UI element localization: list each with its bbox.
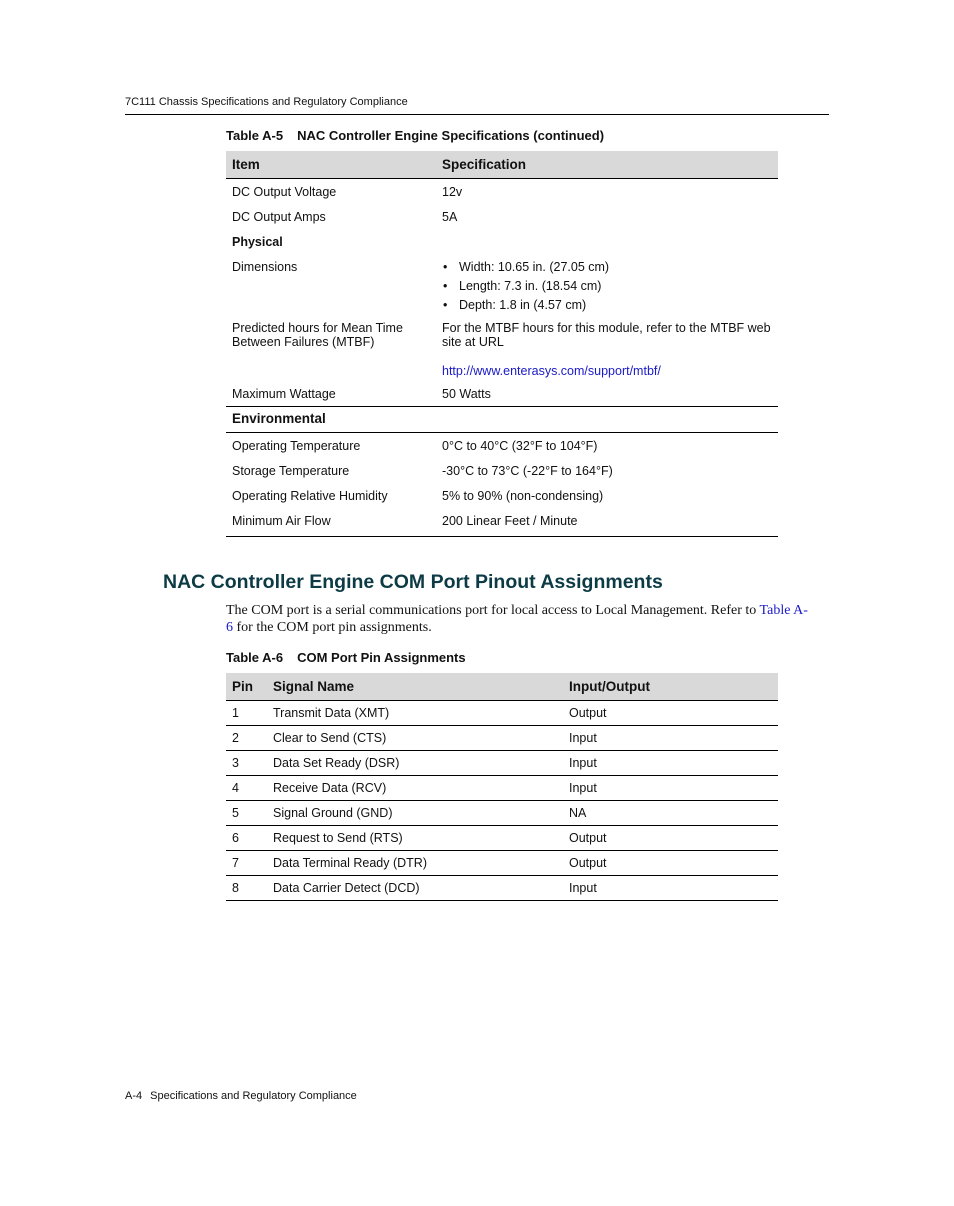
table-a6-caption-number: Table A-6 [226,650,284,665]
table-a5-caption-number: Table A-5 [226,128,284,143]
paragraph-text: The COM port is a serial communications port for local access to Local Management. Refer to [226,603,760,618]
footer-title: Specifications and Regulatory Compliance [150,1090,357,1102]
spec-cell: -30°C to 73°C (-22°F to 164°F) [442,464,613,478]
pin-cell: 7 [226,851,267,876]
item-cell: Predicted hours for Mean Time Between Failures (MTBF) [232,321,403,349]
running-header [125,96,829,115]
io-cell: NA [563,801,778,826]
table-row [226,508,778,537]
signal-cell: Request to Send (RTS) [267,826,563,851]
signal-cell: Data Carrier Detect (DCD) [267,876,563,901]
item-cell: Dimensions [232,260,298,274]
table-row [226,407,778,433]
table-a5-caption-title: NAC Controller Engine Specifications (continued) [297,128,605,143]
signal-cell: Clear to Send (CTS) [267,726,563,751]
col-input-output: Input/Output [563,673,778,701]
running-title: 7C111 Chassis Specifications and Regulatory Compliance [125,96,408,108]
pin-cell: 1 [226,701,267,726]
signal-cell: Signal Ground (GND) [267,801,563,826]
pin-cell: 5 [226,801,267,826]
table-row [226,229,778,254]
table-row [226,381,778,407]
signal-cell: Transmit Data (XMT) [267,701,563,726]
pin-table-body [226,701,778,901]
item-cell: Minimum Air Flow [226,508,436,537]
col-specification: Specification [436,151,778,179]
col-pin: Pin [226,673,267,701]
pin-cell: 2 [226,726,267,751]
spec-cell [436,315,778,381]
io-cell: Output [563,851,778,876]
dimensions-list [442,260,772,312]
table-row [226,458,778,483]
spec-cell: 50 Watts [442,387,491,401]
col-item: Item [226,151,436,179]
item-cell: DC Output Amps [232,210,326,224]
table-row [226,315,778,381]
spec-cell: 5% to 90% (non-condensing) [442,489,604,503]
section-paragraph [226,602,810,636]
pin-table-header [226,673,778,701]
table-a5-caption [226,128,604,143]
table-row [226,433,778,459]
table-a6-link[interactable]: Table A-6 [226,603,808,635]
running-footer [125,1090,357,1102]
table-row [226,179,778,205]
item-cell: Storage Temperature [232,464,350,478]
list-item: • Width: 10.65 in. (27.05 cm) [442,260,772,274]
environmental-heading: Environmental [226,407,778,433]
table-a6-caption [226,650,466,665]
table-row [226,751,778,776]
item-cell: Operating Temperature [232,439,361,453]
io-cell: Input [563,776,778,801]
table-row [226,876,778,901]
spec-cell: 12v [442,185,463,199]
io-cell: Output [563,701,778,726]
table-row [226,851,778,876]
physical-heading: Physical [232,235,283,249]
pin-cell: 8 [226,876,267,901]
spec-cell: 0°C to 40°C (32°F to 104°F) [442,439,598,453]
io-cell: Input [563,876,778,901]
col-signal-name: Signal Name [267,673,563,701]
table-row [226,204,778,229]
signal-cell: Receive Data (RCV) [267,776,563,801]
table-row [226,801,778,826]
io-cell: Output [563,826,778,851]
pin-cell: 4 [226,776,267,801]
table-row [226,701,778,726]
signal-cell: Data Terminal Ready (DTR) [267,851,563,876]
table-row [226,254,778,315]
mtbf-text: For the MTBF hours for this module, refer to the MTBF web site at URL [442,321,771,349]
signal-cell: Data Set Ready (DSR) [267,751,563,776]
table-row [226,776,778,801]
mtbf-url-link[interactable]: http://www.enterasys.com/support/mtbf/ [442,364,661,378]
io-cell: Input [563,726,778,751]
paragraph-text: for the COM port pin assignments. [233,620,432,635]
item-cell: DC Output Voltage [232,185,337,199]
spec-cell: 5A [442,210,458,224]
pin-cell: 6 [226,826,267,851]
item-cell: Operating Relative Humidity [232,489,388,503]
section-heading: NAC Controller Engine COM Port Pinout Assignments [163,571,663,593]
io-cell: Input [563,751,778,776]
list-item: • Length: 7.3 in. (18.54 cm) [442,279,772,293]
spec-cell [436,254,778,315]
table-a6-caption-title: COM Port Pin Assignments [297,650,466,665]
page-number: A-4 [125,1090,143,1102]
item-cell: Maximum Wattage [232,387,336,401]
spec-cell: 200 Linear Feet / Minute [436,508,778,537]
spec-table-header [226,151,778,179]
table-row [226,483,778,508]
list-item: • Depth: 1.8 in (4.57 cm) [442,298,772,312]
pin-table [226,673,778,901]
table-row [226,826,778,851]
spec-table [226,151,778,537]
table-row [226,726,778,751]
pin-cell: 3 [226,751,267,776]
